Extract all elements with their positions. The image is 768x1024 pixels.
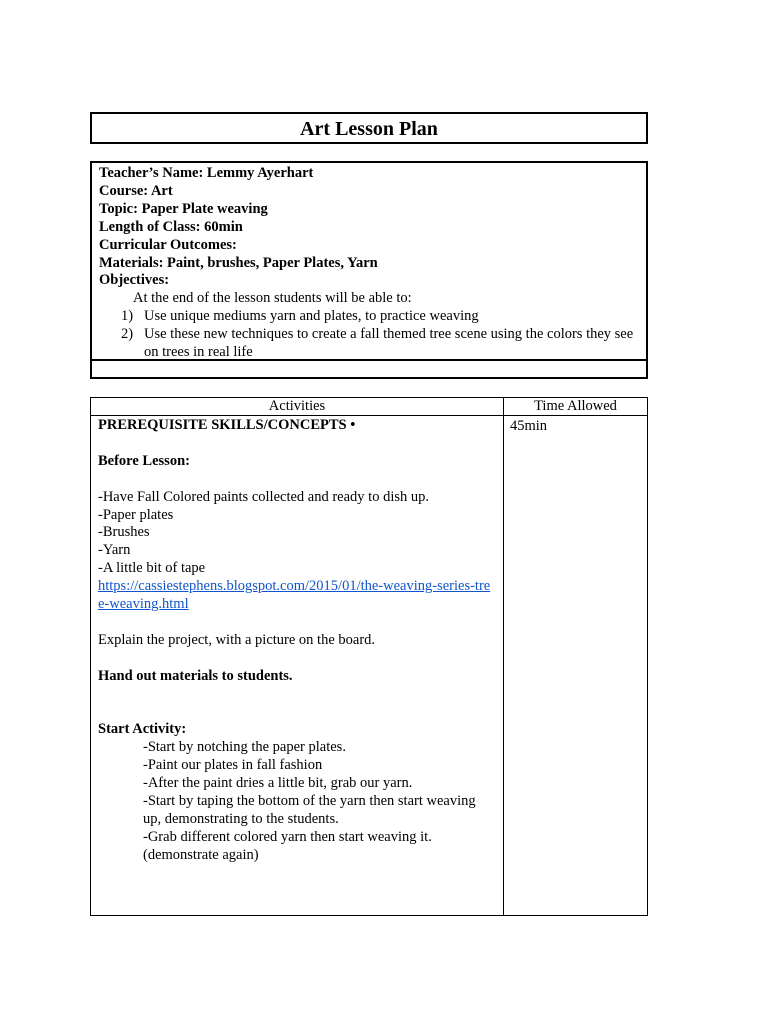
objective-item [99,308,638,326]
prereq-heading: PREREQUISITE SKILLS/CONCEPTS • [98,417,356,433]
explain-text: Explain the project, with a picture on the board. [98,631,376,648]
hand-out-heading: Hand out materials to students. [98,667,293,684]
objectives-list [99,308,638,362]
activity-step: -Start by notching the paper plates. [143,739,346,756]
objective-item [99,326,638,362]
objective-number: 1) [121,308,134,325]
spacer [98,614,496,632]
objectives-label: Objectives: [99,272,170,289]
activity-step: -Paint our plates in fall fashion [143,757,323,774]
page-title: Art Lesson Plan [300,118,438,140]
spacer [98,650,496,668]
prep-item: -A little bit of tape [98,560,206,577]
curricular-outcomes: Curricular Outcomes: [99,236,237,253]
objectives-intro: At the end of the lesson students will be able to: [133,290,412,307]
title-box [90,112,648,144]
objective-text: Use unique mediums yarn and plates, to practice weaving [144,308,479,325]
materials: Materials: Paint, brushes, Paper Plates, Yarn [99,254,378,271]
activity-step: -Start by taping the bottom of the yarn then start weaving up, demonstrating to the students. [143,792,476,827]
activities-table [90,397,648,916]
class-length: Length of Class: 60min [99,218,243,235]
spacer [98,435,496,453]
spacer [98,471,496,489]
before-lesson-heading: Before Lesson: [98,452,190,469]
lesson-info-box [90,161,648,379]
topic: Topic: Paper Plate weaving [99,200,268,217]
objective-text: Use these new techniques to create a fall themed tree scene using the colors they see on trees in real life [144,326,634,361]
objective-number: 2) [121,326,134,343]
prep-item: -Yarn [98,542,131,559]
prep-item: -Have Fall Colored paints collected and ready to dish up. [98,488,429,505]
activity-step: -Grab different colored yarn then start weaving it. (demonstrate again) [143,828,432,863]
prep-item: -Paper plates [98,506,174,523]
time-allowed-cell: 45min [504,416,648,916]
lesson-info [99,165,638,362]
activities-header: Activities [91,398,504,416]
prep-item: -Brushes [98,524,150,541]
activities-cell [91,416,504,916]
reference-link[interactable]: https://cassiestephens.blogspot.com/2015/01/the-weaving-series-tree-weaving.html [98,578,491,613]
table-row [91,416,648,916]
info-divider [92,359,646,361]
course: Course: Art [99,182,173,199]
start-activity-heading: Start Activity: [98,721,187,738]
table-header-row [91,398,648,416]
activity-step: -After the paint dries a little bit, grab our yarn. [143,775,413,792]
teacher-name: Teacher’s Name: Lemmy Ayerhart [99,165,314,181]
spacer [98,686,496,722]
time-allowed-header: Time Allowed [504,398,648,416]
